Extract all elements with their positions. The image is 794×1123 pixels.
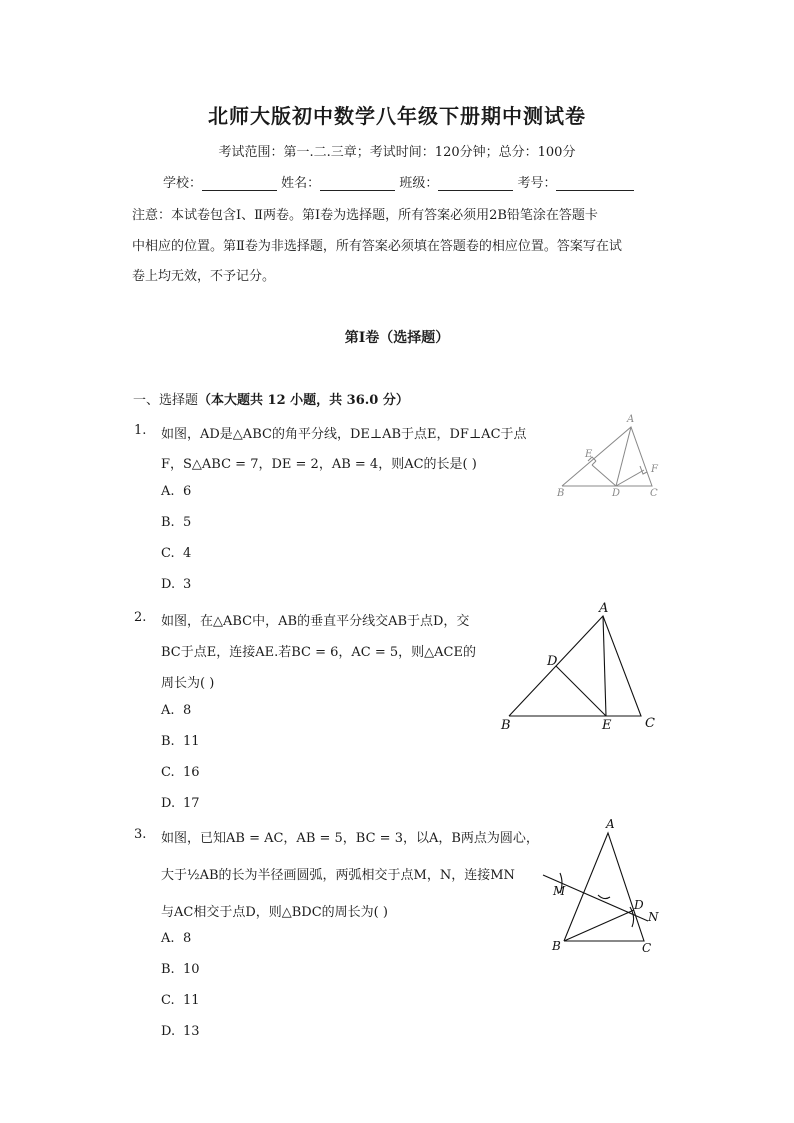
line-mn	[543, 875, 648, 921]
point-label: D	[634, 898, 644, 912]
option-label: A.	[161, 484, 175, 499]
question-1-figure	[550, 410, 670, 502]
exam-title: 北师大版初中数学八年级下册期中测试卷	[208, 104, 586, 128]
option-value: 5	[183, 515, 192, 530]
option-value: 6	[183, 484, 192, 499]
point-label: M	[553, 884, 566, 898]
question-2-line-2: BC于点E，连接AE.若BC = 6，AC = 5，则△ACE的	[161, 645, 476, 660]
question-2-option-b[interactable]	[161, 734, 200, 749]
point-label: D	[612, 488, 621, 499]
point-label: A	[606, 817, 615, 831]
notice-line-2: 中相应的位置。第Ⅱ卷为非选择题，所有答案必须填在答题卷的相应位置。答案写在试	[132, 239, 622, 254]
question-3-line-3: 与AC相交于点D，则△BDC的周长为( )	[161, 905, 388, 920]
option-label: C.	[161, 765, 175, 780]
option-label: A.	[161, 703, 175, 718]
exam-scope: 考试范围：第一.二.三章；考试时间：120分钟；总分：100分	[218, 145, 576, 160]
question-3-figure	[538, 815, 668, 960]
option-label: B.	[161, 962, 175, 977]
exam-number-label: 考号：	[517, 176, 557, 191]
question-3-option-a[interactable]	[161, 931, 191, 946]
option-value: 13	[183, 1024, 200, 1039]
triangle-abc	[509, 616, 641, 716]
point-label: B	[552, 939, 561, 953]
point-label: A	[599, 601, 609, 616]
point-label: N	[648, 910, 659, 924]
student-info-line	[163, 172, 634, 191]
question-2-number: 2.	[134, 610, 147, 625]
option-label: B.	[161, 515, 175, 530]
option-value: 17	[183, 796, 200, 811]
option-value: 4	[183, 546, 192, 561]
question-2-figure	[495, 598, 665, 734]
school-blank[interactable]	[202, 176, 277, 191]
question-1-option-a[interactable]	[161, 484, 191, 499]
part-title	[133, 389, 409, 408]
question-3-number: 3.	[134, 827, 147, 842]
part-detail: （本大题共 12 小题，共 36.0 分）	[198, 393, 409, 408]
option-label: D.	[161, 577, 176, 592]
triangle-abc	[564, 833, 644, 941]
point-label: C	[642, 941, 652, 955]
name-blank[interactable]	[320, 176, 395, 191]
segment-de	[592, 465, 616, 486]
option-label: B.	[161, 734, 175, 749]
question-3-option-c[interactable]	[161, 993, 200, 1008]
point-label: F	[651, 464, 658, 475]
question-2-option-d[interactable]	[161, 796, 200, 811]
segment-df	[616, 470, 644, 486]
section-title: 第Ⅰ卷（选择题）	[344, 330, 450, 346]
option-value: 11	[183, 993, 200, 1008]
question-3-line-2: 大于½AB的长为半径画圆弧，两弧相交于点M，N，连接MN	[161, 868, 515, 883]
question-2-option-c[interactable]	[161, 765, 200, 780]
point-label: B	[557, 488, 565, 499]
triangle-abc	[562, 427, 652, 486]
option-value: 8	[183, 703, 192, 718]
name-label: 姓名：	[281, 176, 321, 191]
option-value: 3	[183, 577, 192, 592]
point-label: E	[585, 449, 593, 460]
notice-line-3: 卷上均无效，不予记分。	[132, 269, 276, 284]
question-1-option-d[interactable]	[161, 577, 191, 592]
exam-number-blank[interactable]	[556, 176, 634, 191]
question-2-option-a[interactable]	[161, 703, 191, 718]
question-3-option-b[interactable]	[161, 962, 200, 977]
question-1-option-c[interactable]	[161, 546, 191, 561]
class-label: 班级：	[399, 176, 439, 191]
option-value: 16	[183, 765, 200, 780]
question-3-option-d[interactable]	[161, 1024, 200, 1039]
option-label: D.	[161, 796, 176, 811]
class-blank[interactable]	[438, 176, 513, 191]
question-1-line-1: 如图，AD是△ABC的角平分线，DE⊥AB于点E，DF⊥AC于点	[161, 427, 527, 442]
question-1-line-2: F，S△ABC = 7，DE = 2，AB = 4，则AC的长是( )	[161, 457, 477, 472]
question-3-line-1: 如图，已知AB = AC，AB = 5，BC = 3，以A，B两点为圆心，	[161, 831, 539, 846]
arc-middle	[598, 895, 610, 899]
option-label: D.	[161, 1024, 176, 1039]
option-value: 11	[183, 734, 200, 749]
point-label: C	[645, 716, 655, 731]
question-2-line-3: 周长为( )	[161, 676, 215, 691]
school-label: 学校：	[163, 176, 203, 191]
right-angle-e	[592, 461, 596, 465]
option-label: C.	[161, 546, 175, 561]
point-label: B	[501, 718, 511, 733]
segment-de	[556, 666, 606, 716]
option-label: C.	[161, 993, 175, 1008]
point-label: D	[547, 654, 558, 669]
question-1-option-b[interactable]	[161, 515, 191, 530]
option-value: 8	[183, 931, 192, 946]
part-prefix: 一、选择题	[133, 393, 199, 408]
option-label: A.	[161, 931, 175, 946]
segment-ae	[603, 616, 606, 716]
question-2-line-1: 如图，在△ABC中，AB的垂直平分线交AB于点D，交	[161, 614, 470, 629]
option-value: 10	[183, 962, 200, 977]
point-label: C	[650, 488, 658, 499]
question-1-number: 1.	[134, 423, 147, 438]
point-label: A	[627, 414, 635, 425]
notice-line-1: 注意：本试卷包含Ⅰ、Ⅱ两卷。第Ⅰ卷为选择题，所有答案必须用2B铅笔涂在答题卡	[132, 208, 598, 223]
point-label: E	[602, 718, 612, 733]
segment-ad	[616, 427, 631, 486]
